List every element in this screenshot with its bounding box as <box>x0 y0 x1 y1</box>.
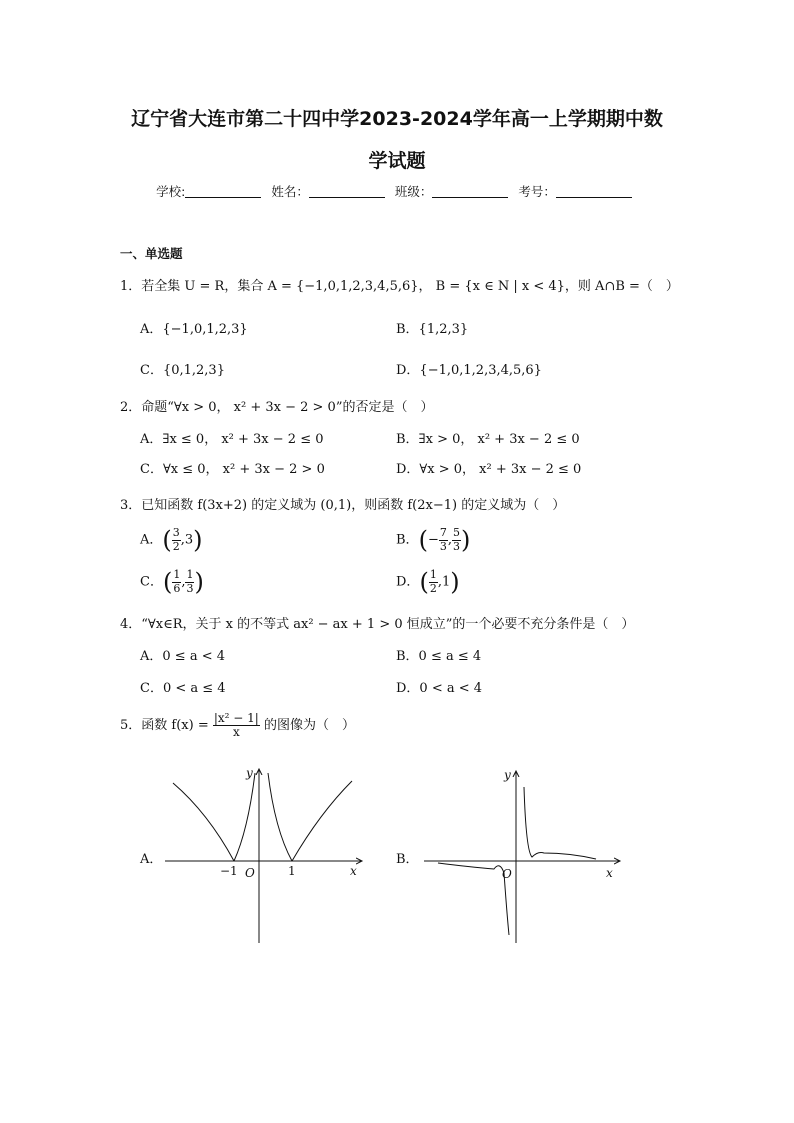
q5-fraction <box>213 712 260 739</box>
q3-c-fraction-1 <box>172 569 181 594</box>
q4-option-a[interactable]: A．0 ≤ a < 4 <box>140 649 225 664</box>
q5-numerator: |x² − 1| <box>213 711 259 725</box>
graph-a-x-label: x <box>350 864 357 878</box>
exam-title-line1: 辽宁省大连市第二十四中学2023-2024学年高一上学期期中数 <box>131 108 663 130</box>
question-3: 3．已知函数 f(3x+2) 的定义域为 (0,1)，则函数 f(2x−1) 的定义域为（ ） <box>120 498 566 513</box>
question-1-lead: 1．若全集 <box>120 279 181 294</box>
graph-b-origin-label: O <box>502 867 512 881</box>
q3-d-label: D． <box>396 574 420 590</box>
q3-d-num: 1 <box>429 568 437 582</box>
q3-option-a[interactable]: A．( $\frac{3}{2}$ ,3) <box>140 526 203 554</box>
q5-denominator: x <box>232 725 240 740</box>
exam-title-line2: 学试题 <box>368 150 426 172</box>
q5-option-a-label[interactable]: A． <box>140 852 163 867</box>
question-5-tail: 的图像为（ ） <box>263 718 355 734</box>
q2-option-d[interactable]: D．∀x > 0， x² + 3x − 2 ≤ 0 <box>396 462 582 477</box>
q1-option-b[interactable]: B．{1,2,3} <box>396 322 469 337</box>
number-blank[interactable] <box>556 185 632 198</box>
q3-c-den-1: 6 <box>173 581 181 595</box>
student-info-row <box>60 182 734 200</box>
q3-b-num-1: 7 <box>439 526 447 540</box>
q2-option-c[interactable]: C．∀x ≤ 0， x² + 3x − 2 > 0 <box>140 462 325 477</box>
q3-c-num-2: 1 <box>186 568 194 582</box>
graph-a-origin-label: O <box>245 866 255 880</box>
graph-a-curve-left-outer <box>173 783 234 861</box>
graph-a-y-label: y <box>246 766 253 780</box>
graph-b-curve-left <box>438 863 509 935</box>
graph-a-one-label: 1 <box>288 864 296 878</box>
q3-b-den-1: 3 <box>439 539 447 553</box>
section-heading: 一、单选题 <box>120 246 183 261</box>
question-5 <box>120 712 355 739</box>
q3-option-b[interactable]: B．(− $\frac{7}{3}$ , $\frac{5}{3}$ ) <box>396 526 471 554</box>
q3-b-fraction-1 <box>439 527 448 552</box>
number-label: 考号： <box>518 184 556 199</box>
school-label: 学校: <box>156 184 186 199</box>
school-blank[interactable] <box>185 185 261 198</box>
q5-graph-a[interactable] <box>160 765 380 945</box>
q1-option-c[interactable]: C．{0,1,2,3} <box>140 363 225 378</box>
q2-option-a[interactable]: A．∃x ≤ 0， x² + 3x − 2 ≤ 0 <box>140 432 324 447</box>
q3-a-fraction <box>172 527 181 552</box>
graph-b-x-label: x <box>606 866 613 880</box>
graph-a-curve-left-inner <box>234 773 255 861</box>
q4-option-d[interactable]: D．0 < a < 4 <box>396 681 483 696</box>
q4-option-c[interactable]: C．0 < a ≤ 4 <box>140 681 226 696</box>
q3-b-num-2: 5 <box>452 526 460 540</box>
graph-a-curve-right-outer <box>292 781 352 861</box>
question-5-lead: 5．函数 f(x) = <box>120 718 209 734</box>
q3-option-c[interactable]: C．( $\frac{1}{6}$ , $\frac{1}{3}$ ) <box>140 568 204 596</box>
class-label: 班级： <box>394 184 433 199</box>
question-2: 2．命题“∀x > 0， x² + 3x − 2 > 0”的否定是（ ） <box>120 400 434 415</box>
q3-c-label: C． <box>140 574 163 590</box>
q4-option-b[interactable]: B．0 ≤ a ≤ 4 <box>396 649 482 664</box>
graph-a-neg1-label: −1 <box>220 864 238 878</box>
q3-a-den: 2 <box>172 539 180 553</box>
q3-b-fraction-2 <box>452 527 461 552</box>
q5-option-b-label[interactable]: B． <box>396 852 419 867</box>
name-blank[interactable] <box>309 185 385 198</box>
q3-a-rest: ,3 <box>180 532 194 548</box>
question-1-text: U = R，集合 A = {−1,0,1,2,3,4,5,6}， B = {x ∈ N | x < 4}，则 A∩B =（ ） <box>184 279 679 294</box>
q3-a-label: A． <box>140 532 163 548</box>
q1-option-a[interactable]: A．{−1,0,1,2,3} <box>140 322 248 337</box>
graph-b-curve-right <box>524 787 596 859</box>
q3-d-den: 2 <box>429 581 437 595</box>
q3-b-den-2: 3 <box>452 539 460 553</box>
q5-graph-b[interactable] <box>420 765 630 945</box>
graph-b-y-label: y <box>504 768 511 782</box>
q3-option-d[interactable]: D．( $\frac{1}{2}$ ,1) <box>396 568 460 596</box>
class-blank[interactable] <box>432 185 508 198</box>
graph-a-curve-right-inner <box>268 773 292 861</box>
q3-c-num-1: 1 <box>173 568 181 582</box>
question-1 <box>120 275 679 294</box>
q3-d-fraction <box>429 569 438 594</box>
q3-c-den-2: 3 <box>186 581 194 595</box>
name-label: 姓名： <box>271 184 309 199</box>
question-4: 4．“∀x∈R，关于 x 的不等式 ax² − ax + 1 > 0 恒成立”的一个必要不充分条件是（ ） <box>120 617 635 632</box>
q1-option-d[interactable]: D．{−1,0,1,2,3,4,5,6} <box>396 363 542 378</box>
q2-option-b[interactable]: B．∃x > 0， x² + 3x − 2 ≤ 0 <box>396 432 580 447</box>
q3-d-rest: ,1 <box>437 574 451 590</box>
q3-b-label: B． <box>396 532 419 548</box>
q3-a-num: 3 <box>172 526 180 540</box>
